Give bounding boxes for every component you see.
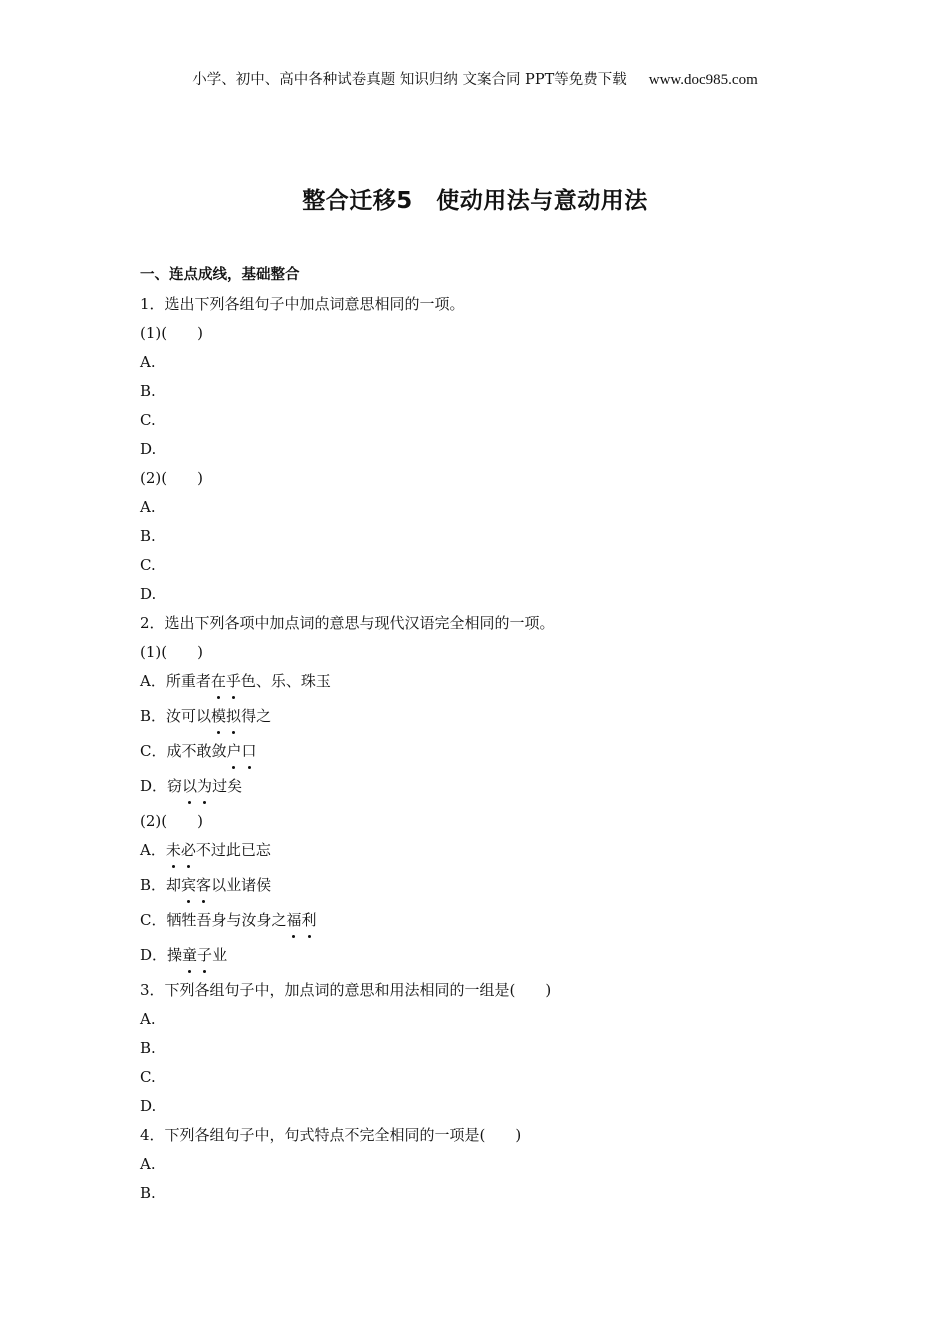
question-line (140, 807, 840, 836)
page-header (0, 68, 950, 89)
question-line (140, 435, 840, 464)
question-line (140, 667, 840, 702)
line-text: D. (140, 440, 157, 458)
line-text: 3．下列各组句子中，加点词的意思和用法相同的一组是( ) (140, 981, 552, 999)
section-heading (140, 261, 840, 290)
question-line (140, 290, 840, 319)
line-text: 一、连点成线，基础整合 (140, 267, 300, 283)
line-text: 不过此已忘 (195, 841, 271, 859)
question-line (140, 1179, 840, 1208)
emphasized-char: 宾 (181, 871, 196, 900)
emphasized-char: 模 (211, 702, 226, 731)
line-text: A. (140, 353, 156, 371)
line-text: 得之 (241, 707, 272, 725)
line-text: (1)( ) (140, 643, 203, 661)
line-text: B．却 (140, 876, 182, 894)
question-line (140, 580, 840, 609)
emphasized-char: 以 (182, 772, 197, 801)
line-text: A. (140, 1010, 156, 1028)
question-line (140, 1034, 840, 1063)
question-line (140, 1150, 840, 1179)
question-line (140, 702, 840, 737)
question-line (140, 941, 840, 976)
question-line (140, 551, 840, 580)
question-line (140, 522, 840, 551)
emphasized-char: 利 (302, 906, 317, 935)
line-text: 业 (212, 946, 228, 964)
line-text: 以业诸侯 (211, 876, 272, 894)
line-text: 过矣 (212, 777, 243, 795)
question-line (140, 1121, 840, 1150)
line-text: D. (140, 1097, 157, 1115)
line-text: A. (140, 498, 156, 516)
line-text: (2)( ) (140, 469, 203, 487)
line-text: D. (140, 585, 157, 603)
line-text: A. (140, 1155, 156, 1173)
emphasized-char: 童 (182, 941, 197, 970)
emphasized-char: 子 (197, 941, 212, 970)
emphasized-char: 必 (181, 836, 196, 865)
question-line (140, 348, 840, 377)
line-text: D．操 (140, 946, 183, 964)
question-line (140, 406, 840, 435)
header-text: 小学、初中、高中各种试卷真题 知识归纳 文案合同 PPT等免费下载 (192, 72, 627, 88)
emphasized-char: 福 (286, 906, 301, 935)
line-text: C．牺牲吾身与汝身之 (140, 911, 287, 929)
line-text: B. (140, 1184, 156, 1202)
line-text: (2)( ) (140, 812, 203, 830)
line-text: 4．下列各组句子中，句式特点不完全相同的一项是( ) (140, 1126, 522, 1144)
line-text: (1)( ) (140, 324, 203, 342)
question-line (140, 377, 840, 406)
line-text: 1．选出下列各组句子中加点词意思相同的一项。 (140, 295, 465, 313)
emphasized-char: 为 (197, 772, 212, 801)
line-text: 2．选出下列各项中加点词的意思与现代汉语完全相同的一项。 (140, 614, 555, 632)
question-line (140, 1063, 840, 1092)
document-body (140, 261, 840, 1208)
emphasized-char: 客 (196, 871, 211, 900)
question-line (140, 836, 840, 871)
question-line (140, 1005, 840, 1034)
line-text: D．窃 (140, 777, 183, 795)
emphasized-char: 口 (242, 737, 257, 766)
question-line (140, 871, 840, 906)
question-line (140, 976, 840, 1005)
question-line (140, 772, 840, 807)
line-text: C. (140, 411, 156, 429)
line-text: B. (140, 527, 156, 545)
line-text: C. (140, 556, 156, 574)
line-text: B．汝可以 (140, 707, 212, 725)
question-line (140, 493, 840, 522)
emphasized-char: 拟 (226, 702, 241, 731)
header-site-link[interactable]: www.doc985.com (648, 72, 758, 88)
line-text: A．所重者 (140, 672, 211, 690)
line-text: B. (140, 382, 156, 400)
emphasized-char: 乎 (226, 667, 241, 696)
question-line (140, 319, 840, 348)
question-line (140, 638, 840, 667)
emphasized-char: 未 (166, 836, 181, 865)
line-text: C．成不敢敛 (140, 742, 227, 760)
line-text: A． (140, 841, 166, 859)
document-title: 整合迁移5 使动用法与意动用法 (302, 188, 648, 214)
emphasized-char: 在 (211, 667, 226, 696)
question-line (140, 1092, 840, 1121)
emphasized-char: 户 (226, 737, 241, 766)
question-line (140, 464, 840, 493)
question-line (140, 609, 840, 638)
line-text: C. (140, 1068, 156, 1086)
line-text: B. (140, 1039, 156, 1057)
line-text: 色、乐、珠玉 (240, 672, 331, 690)
question-line (140, 737, 840, 772)
question-line (140, 906, 840, 941)
